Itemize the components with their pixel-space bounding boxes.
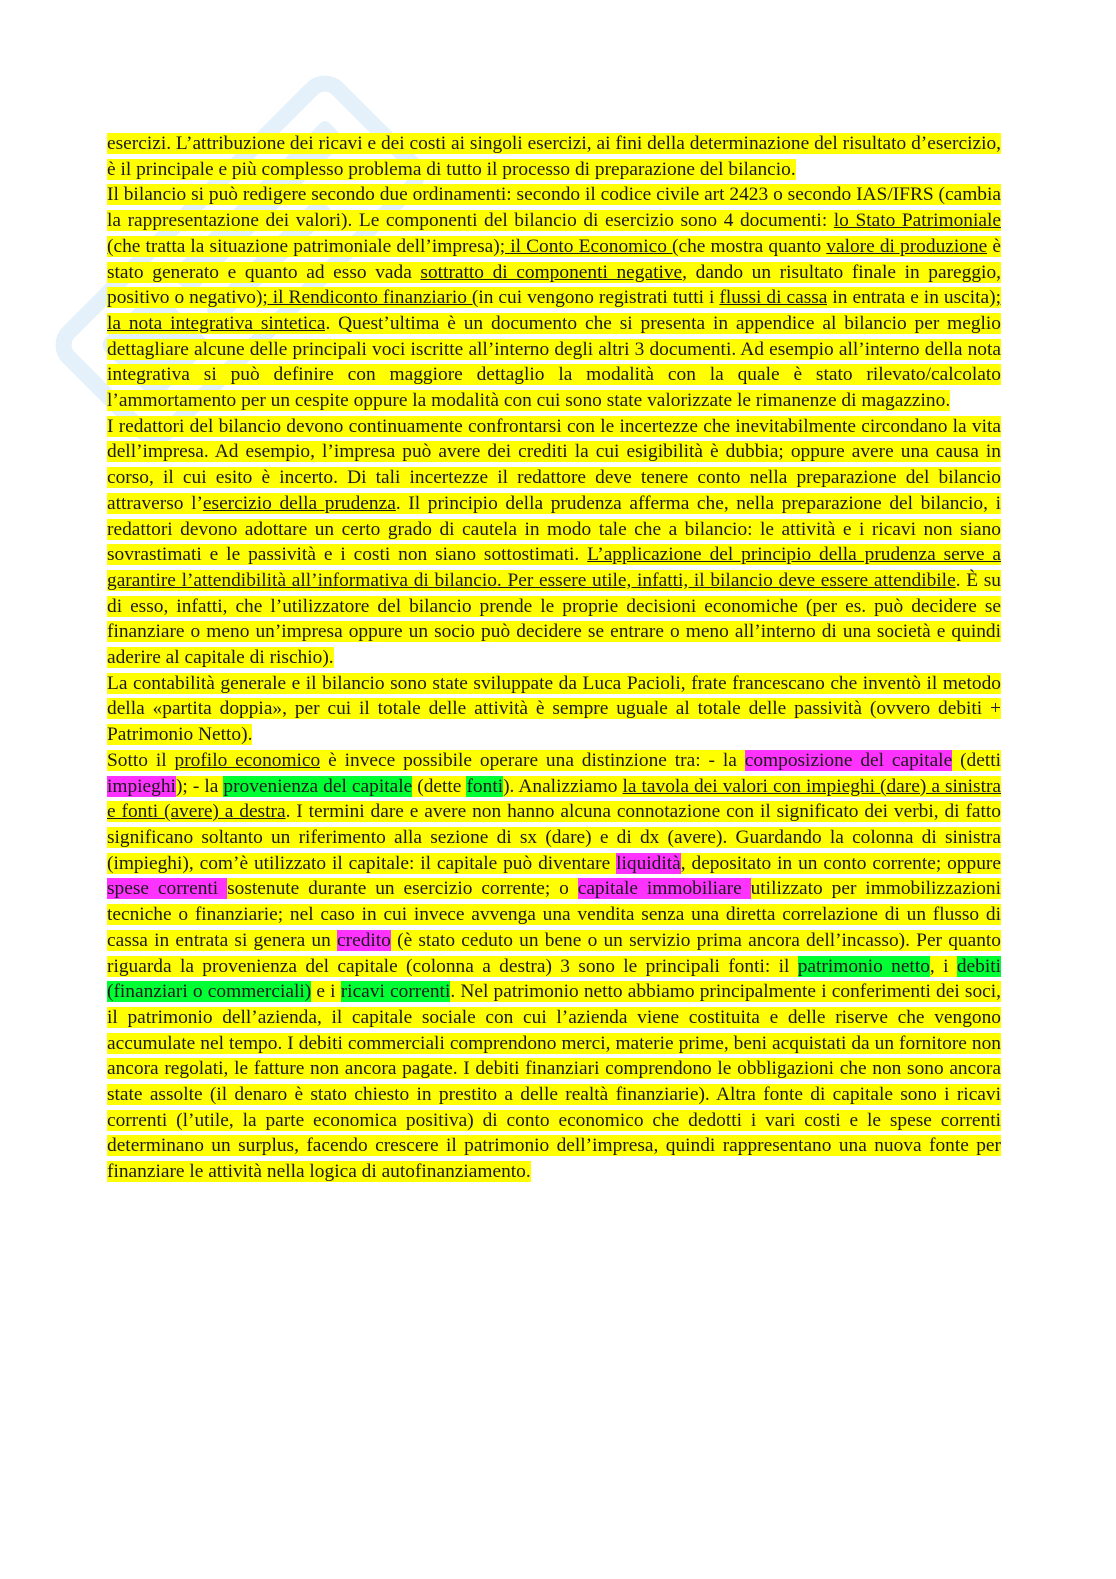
highlighted-term: ricavi correnti <box>340 981 451 1003</box>
underlined-text: valore di produzione <box>826 235 988 257</box>
highlighted-term: provenienza del capitale <box>223 775 413 797</box>
text-segment: , i <box>929 955 957 977</box>
text-segment: e i <box>311 981 341 1003</box>
highlighted-term: impieghi <box>107 775 176 797</box>
text-segment: Il bilancio si può redigere secondo due ordinamenti: secondo il codice civile art 2423 o secondo IAS/IFRS (cambia la rappresentazione dei valori). Le componenti del bilancio di esercizio sono 4 documenti: <box>107 184 1001 232</box>
text-segment: è stato generato e quanto ad esso vada <box>107 235 1001 283</box>
paragraph <box>107 131 1001 182</box>
highlighted-term: fonti <box>466 775 504 797</box>
highlighted-term: patrimonio netto <box>797 955 930 977</box>
underlined-text: la tavola dei valori con impieghi (dare) a sinistra e fonti (avere) a destra <box>107 775 1002 823</box>
text-segment: che tratta la situazione patrimoniale dell’impresa <box>113 235 494 257</box>
text-segment: , depositato in un conto corrente; oppure <box>680 852 1001 874</box>
paragraph <box>107 414 1001 671</box>
text-segment: . I termini dare e avere non hanno alcuna connotazione con il significato dei verbi, di fatto significano soltanto un riferimento alla sezione di sx (dare) e di dx (avere). Guardando la colonna di sinistra (impieghi), com’è utilizzato il capitale: il capitale può diventare <box>107 801 1001 874</box>
paragraph <box>107 748 1001 1185</box>
text-segment: . Nel patrimonio netto abbiamo principalmente i conferimenti dei soci, il patrimonio dell’azienda, il capitale sociale con cui l’azienda viene costituita e delle riserve che vengono accumulate nel tempo. I debiti commerciali comprendono merci, materie prime, beni acquistati da un fornitore non ancora regolati, le fatture non ancora pagate. I debiti finanziari comprendono le obbligazioni che non sono ancora state assolte (il denaro è stato chiesto in prestito a delle realtà finanziarie). Altra fonte di capitale sono i ricavi correnti (l’utile, la parte economica positiva) di conto economico che dedotti i vari costi e le spese correnti determinano un surplus, facendo crescere il patrimonio dell’impresa, quindi rappresentano una nuova fonte per finanziare le attività nella logica di autofinanziamento. <box>107 981 1001 1183</box>
text-segment: esercizi. L’attribuzione dei ricavi e dei costi ai singoli esercizi, ai fini della determinazione del risultato d’esercizio, è il principale e più complesso problema di tutto il processo di preparazione del bilancio. <box>107 133 1001 180</box>
text-segment: . Quest’ultima è un documento che si presenta in appendice al bilancio per meglio dettagliare alcune delle principali voci iscritte all’interno degli altri 3 documenti. Ad esempio all’interno della nota integrativa si può definire con maggiore dettaglio la modalità con la quale è stato rilevato/calcolato l’ammortamento per un cespite oppure la modalità con cui sono state valorizzate le rimanenze di magazzino. <box>107 312 1001 412</box>
underlined-text: esercizio della prudenza <box>202 492 396 514</box>
text-segment: , dando un risultato finale in pareggio, positivo o negativo <box>107 261 1001 309</box>
text-segment: La contabilità generale e il bilancio sono state sviluppate da Luca Pacioli, frate francescano che inventò il metodo della «partita doppia», per cui il totale delle attività è sempre uguale al totale delle passività (ovvero debiti + Patrimonio Netto). <box>107 672 1001 746</box>
paragraph <box>107 671 1001 748</box>
highlighted-term: spese correnti <box>107 878 228 900</box>
text-segment: I redattori del bilancio devono continuamente confrontarsi con le incertezze che inevitabilmente circondano la vita dell’impresa. Ad esempio, l’impresa può avere dei crediti la cui esigibilità è dubbia; oppure avere una causa in corso, il cui esito è incerto. Di tali incertezze il redattore deve tenere conto nella preparazione del bilancio attraverso l’ <box>107 415 1001 514</box>
text-segment: è invece possibile operare una distinzione tra: - la <box>320 749 745 771</box>
text-segment: utilizzato per immobilizzazioni tecniche o finanziarie; nel caso in cui invece avvenga una vendita senza una diretta correlazione di un flusso di cassa in entrata si genera un <box>107 878 1001 951</box>
underlined-text: lo Stato Patrimoniale ( <box>107 210 1001 257</box>
text-segment: che mostra quanto <box>678 235 827 257</box>
paragraph <box>107 182 1001 413</box>
text-segment: (dette <box>412 775 467 797</box>
highlighted-term: liquidità <box>616 852 681 874</box>
text-segment: in cui vengono registrati tutti i <box>478 287 720 309</box>
highlighted-term: composizione del capitale <box>744 749 953 771</box>
underlined-text: profilo economico <box>174 749 321 771</box>
text-segment: (è stato ceduto un bene o un servizio prima ancora dell’incasso). Per quanto riguarda la provenienza del capitale (colonna a destra) 3 sono le principali fonti: il <box>107 929 1001 977</box>
highlighted-term: capitale immobiliare <box>577 878 751 900</box>
text-segment: ); - la <box>175 775 224 797</box>
text-segment: . Il principio della prudenza afferma che, nella preparazione del bilancio, i redattori devono adottare un certo grado di cautela in modo tale che a bilancio: le attività e i ricavi non siano sovrastimati e le passività e i costi non siano sottostimati. <box>107 492 1001 566</box>
underlined-text: ); il Rendiconto finanziario ( <box>255 287 479 309</box>
underlined-text: ); la nota integrativa sintetica <box>107 287 1001 334</box>
highlighted-term: credito <box>337 929 391 951</box>
text-segment: ). Analizziamo <box>503 775 623 797</box>
underlined-text: flussi di cassa <box>719 287 828 309</box>
text-segment: in entrata e in uscita <box>827 287 990 309</box>
text-segment: sostenute durante un esercizio corrente; o <box>227 878 578 900</box>
underlined-text: sottratto di componenti negative <box>420 261 683 283</box>
text-segment: Sotto il <box>107 749 175 771</box>
text-segment: . È su di esso, infatti, che l’utilizzatore del bilancio prende le proprie decisioni economiche (per es. può decidere se finanziare o meno un’impresa oppure un socio può decidere se entrare o meno all’interno di una società e quindi aderire al capitale di rischio). <box>107 569 1001 669</box>
highlighted-term: debiti (finanziari o commerciali) <box>107 955 1001 1003</box>
underlined-text: L’applicazione del principio della prudenza serve a garantire l’attendibilità all’informativa di bilancio. Per essere utile, infatti, il bilancio deve essere attendibile <box>107 544 1001 591</box>
underlined-text: ); il Conto Economico ( <box>493 235 679 257</box>
document-body <box>107 131 1001 1185</box>
text-segment: (detti <box>952 749 1001 771</box>
